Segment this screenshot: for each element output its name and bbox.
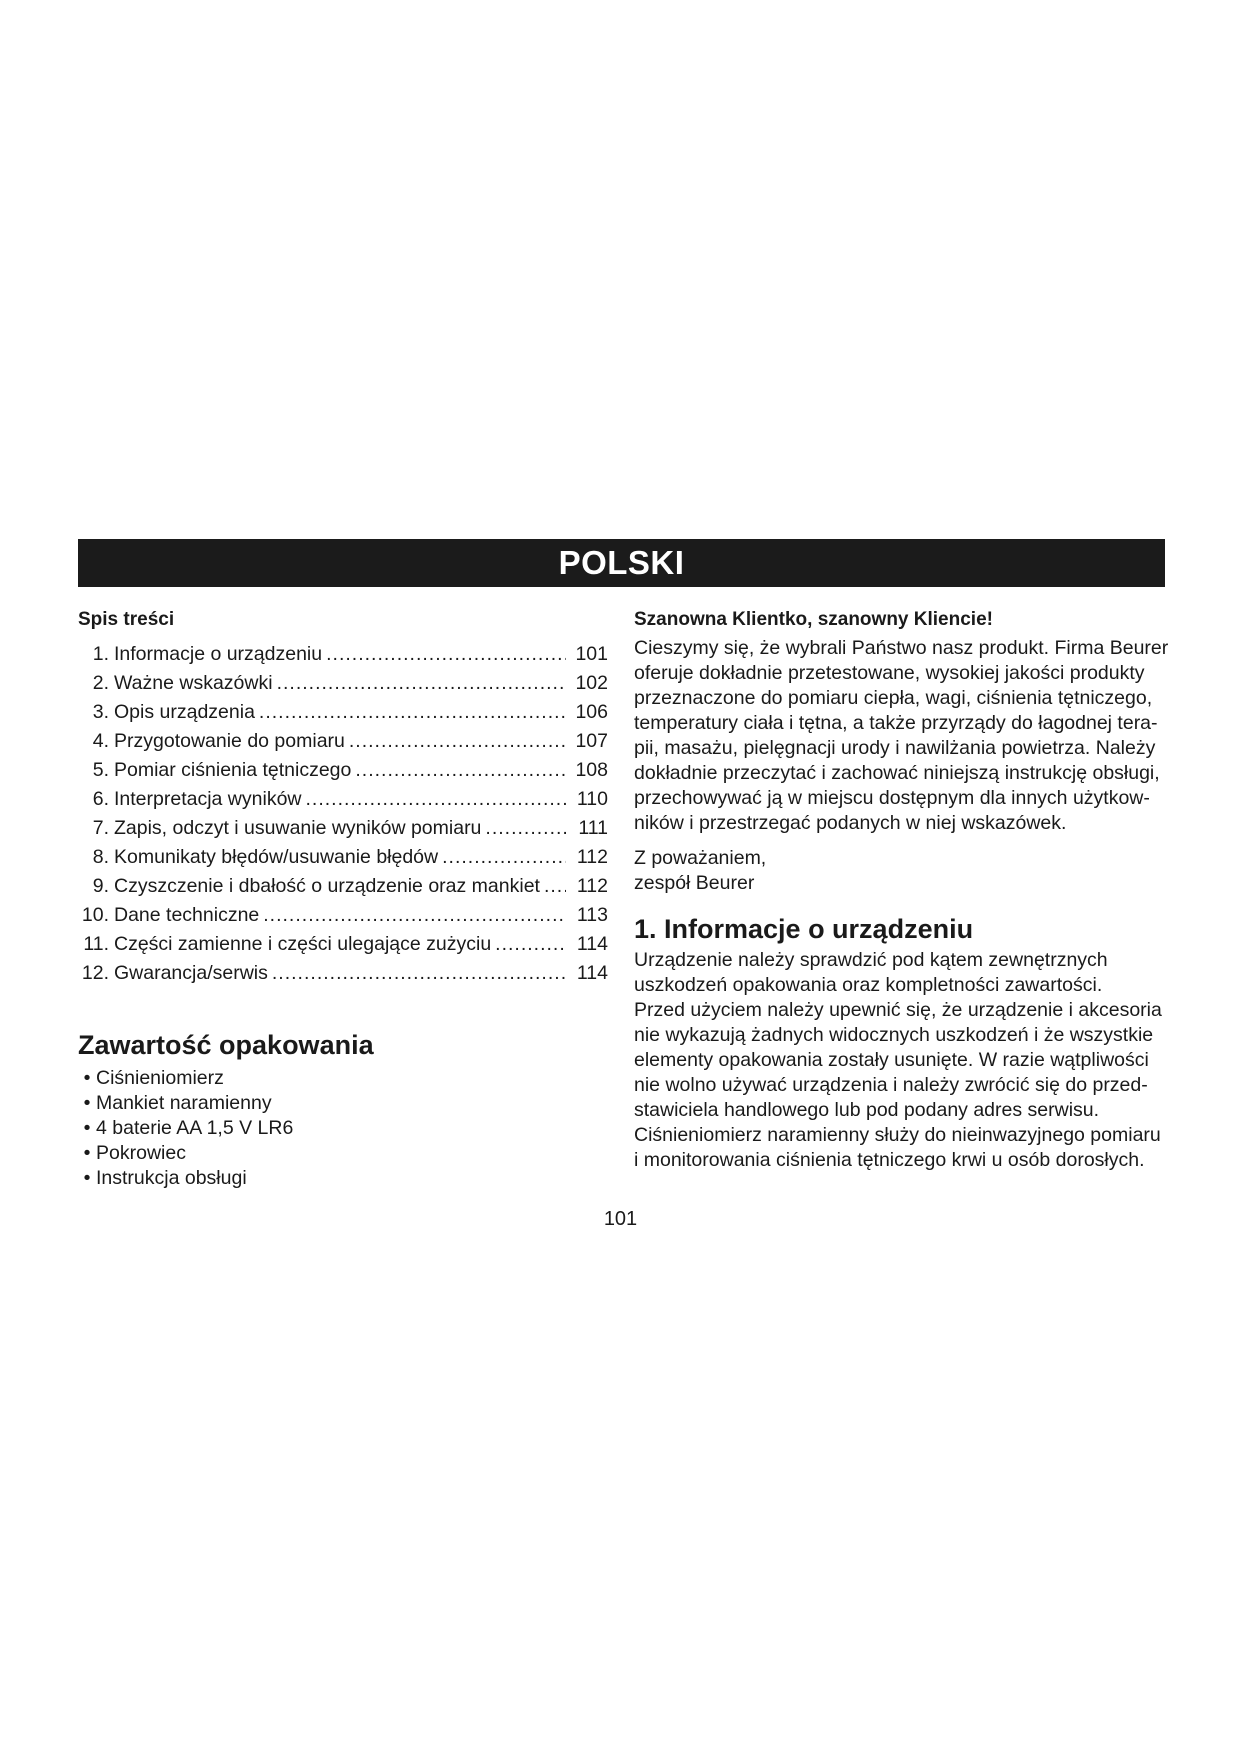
toc-item-page: 114 [576, 933, 608, 955]
intro-paragraph: Cieszymy się, że wybrali Państwo nasz produkt. Firma Beurer oferuje dokładnie przetestowane, wysokiej jakości produkty przeznaczone do pomiaru ciepła, wagi, ciśnienia tętniczego, temperatury ciała i tętna, a także przyrządy do łagodnej tera- pii, masażu, pielęgnacji urody i nawilżania powietrza. Należy dokładnie przeczytać i zachować niniejszą instrukcję obsługi, przechowywać ją w miejscu dostępnym dla innych użytkow- ników i przestrzegać podanych w niej wskazówek. [634, 637, 1169, 834]
toc-item[interactable] [78, 959, 608, 988]
toc-item-number: 10. [81, 904, 109, 926]
toc-item[interactable] [78, 843, 608, 872]
list-item [78, 1166, 608, 1191]
toc-item-label: Interpretacja wyników [114, 788, 302, 810]
toc-leader-dots [259, 698, 566, 727]
toc-item-page: 108 [575, 759, 608, 781]
list-item [78, 1091, 608, 1116]
toc-item[interactable] [78, 785, 608, 814]
toc-item-label: Informacje o urządzeniu [114, 643, 323, 665]
toc-leader-dots [495, 930, 566, 959]
language-banner [78, 539, 1165, 587]
toc-item-page: 106 [575, 701, 608, 723]
right-column [634, 608, 1174, 1173]
toc-item-page: 112 [576, 846, 608, 868]
bullet-icon: • [83, 1142, 91, 1164]
toc-item-number: 6. [92, 788, 109, 810]
toc-item-number: 9. [92, 875, 109, 897]
toc-item-page: 114 [576, 962, 608, 984]
toc-leader-dots [485, 814, 566, 843]
toc-item-page: 113 [576, 904, 608, 926]
toc-item[interactable] [78, 814, 608, 843]
toc-leader-dots [349, 727, 566, 756]
toc-item-label: Części zamienne i części ulegające zużyciu [114, 933, 492, 955]
toc-item-number: 5. [92, 759, 109, 781]
list-item [78, 1141, 608, 1166]
toc-item[interactable] [78, 640, 608, 669]
toc-leader-dots [442, 843, 566, 872]
toc-item[interactable] [78, 698, 608, 727]
toc-item-label: Gwarancja/serwis [114, 962, 268, 984]
toc-item-page: 102 [575, 672, 608, 694]
toc-item-number: 12. [81, 962, 109, 984]
toc-item-page: 110 [576, 788, 608, 810]
toc-item-label: Opis urządzenia [114, 701, 255, 723]
list-item-text: Ciśnieniomierz [96, 1067, 224, 1089]
toc-item-number: 2. [92, 672, 109, 694]
bullet-icon: • [83, 1092, 91, 1114]
toc-item-page: 112 [576, 875, 608, 897]
bullet-icon: • [83, 1067, 91, 1089]
closing-signature: Z poważaniem, zespół Beurer [634, 847, 767, 894]
table-of-contents [78, 640, 608, 988]
toc-leader-dots [544, 872, 566, 901]
page-number: 101 [603, 1208, 638, 1230]
toc-item[interactable] [78, 872, 608, 901]
toc-leader-dots [263, 901, 566, 930]
toc-item-number: 7. [92, 817, 109, 839]
toc-item[interactable] [78, 727, 608, 756]
toc-item-number: 4. [92, 730, 109, 752]
toc-item-label: Ważne wskazówki [114, 672, 273, 694]
toc-item[interactable] [78, 901, 608, 930]
list-item-text: 4 baterie AA 1,5 V LR6 [96, 1117, 294, 1139]
bullet-icon: • [83, 1167, 91, 1189]
language-title: POLSKI [558, 544, 685, 581]
list-item-text: Mankiet naramienny [96, 1092, 272, 1114]
toc-item-label: Pomiar ciśnienia tętniczego [114, 759, 352, 781]
list-item [78, 1116, 608, 1141]
list-item-text: Pokrowiec [96, 1142, 186, 1164]
toc-item-page: 101 [575, 643, 608, 665]
bullet-icon: • [83, 1117, 91, 1139]
toc-item[interactable] [78, 669, 608, 698]
toc-leader-dots [326, 640, 566, 669]
toc-leader-dots [272, 959, 566, 988]
device-info-paragraph: Urządzenie należy sprawdzić pod kątem zewnętrznych uszkodzeń opakowania oraz kompletności zawartości. Przed użyciem należy upewnić się, że urządzenie i akcesoria nie wykazują żadnych widocznych uszkodzeń i że wszystkie elementy opakowania zostały usunięte. W razie wątpliwości nie wolno używać urządzenia i należy zwrócić się do przed- stawiciela handlowego lub pod podany adres serwisu. Ciśnieniomierz naramienny służy do nieinwazyjnego pomiaru i monitorowania ciśnienia tętniczego krwi u osób dorosłych. [634, 949, 1162, 1171]
toc-heading: Spis treści [78, 609, 175, 630]
toc-item-page: 107 [575, 730, 608, 752]
toc-item-page: 111 [578, 817, 608, 839]
device-info-heading: 1. Informacje o urządzeniu [634, 914, 974, 944]
toc-item[interactable] [78, 930, 608, 959]
toc-item-label: Zapis, odczyt i usuwanie wyników pomiaru [114, 817, 482, 839]
toc-item[interactable] [78, 756, 608, 785]
toc-item-number: 3. [92, 701, 109, 723]
toc-item-label: Przygotowanie do pomiaru [114, 730, 345, 752]
toc-leader-dots [277, 669, 566, 698]
toc-leader-dots [355, 756, 566, 785]
toc-item-number: 1. [92, 643, 109, 665]
toc-item-number: 11. [83, 933, 109, 955]
list-item [78, 1066, 608, 1091]
greeting-heading: Szanowna Klientko, szanowny Kliencie! [634, 609, 993, 630]
toc-leader-dots [306, 785, 567, 814]
toc-item-label: Komunikaty błędów/usuwanie błędów [114, 846, 439, 868]
package-contents-heading: Zawartość opakowania [78, 1030, 374, 1060]
toc-item-number: 8. [92, 846, 109, 868]
list-item-text: Instrukcja obsługi [96, 1167, 247, 1189]
toc-item-label: Czyszczenie i dbałość o urządzenie oraz mankiet [114, 875, 540, 897]
toc-item-label: Dane techniczne [114, 904, 260, 926]
package-contents-list [78, 1066, 608, 1191]
left-column [78, 608, 608, 1191]
